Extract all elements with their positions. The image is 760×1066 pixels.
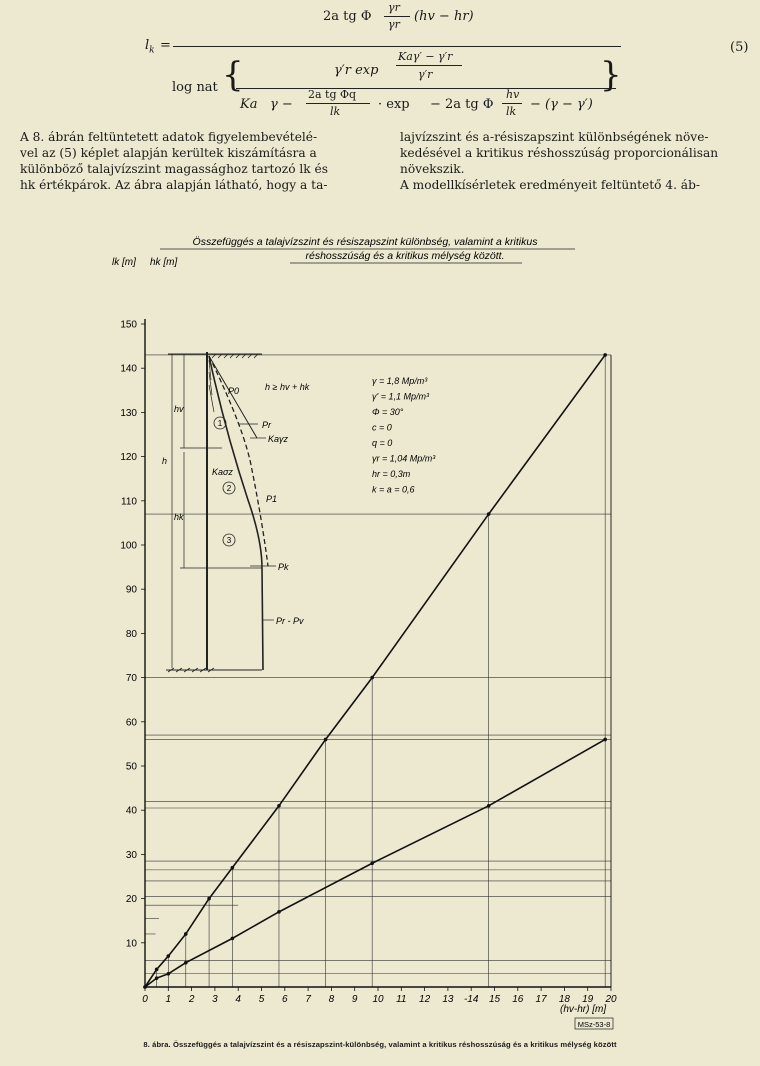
inset-parameters bbox=[372, 376, 436, 495]
inner-bottom-frac-bottom: lk bbox=[330, 105, 341, 118]
y-tick-label: 30 bbox=[125, 849, 137, 861]
x-tick-label: 0 bbox=[142, 994, 148, 1005]
x-tick-label: 17 bbox=[535, 994, 547, 1005]
series-line-1 bbox=[145, 739, 605, 987]
inset-kayz-line bbox=[209, 356, 257, 438]
series-point bbox=[603, 738, 607, 742]
y-tick-label: 70 bbox=[125, 673, 137, 685]
data-series bbox=[143, 353, 607, 989]
inset-parameter: γr = 1,04 Mp/m³ bbox=[372, 453, 436, 464]
y-tick-label: 100 bbox=[120, 540, 137, 552]
y-tick-label: 10 bbox=[125, 938, 137, 950]
text-line: hk értékpárok. Az ábra alapján látható, hogy a ta- bbox=[20, 178, 328, 192]
inset-label-h: h bbox=[162, 456, 168, 466]
inset-circle-label-3: 3 bbox=[226, 536, 232, 545]
inset-label-kayz: Kaγz bbox=[268, 434, 289, 444]
inset-parameter: c = 0 bbox=[372, 422, 392, 433]
x-tick-label: 16 bbox=[512, 994, 524, 1005]
series-point bbox=[487, 512, 491, 516]
inset-ground-hatch bbox=[212, 354, 258, 358]
inner-bottom-frac-top: 2a tg Φq bbox=[308, 88, 357, 101]
series-point bbox=[155, 976, 159, 980]
series-point bbox=[603, 353, 607, 357]
x-tick-label: 13 bbox=[442, 994, 454, 1005]
series-point bbox=[167, 954, 171, 958]
series-point bbox=[370, 861, 374, 865]
inset-parameter: γ' = 1,1 Mp/m³ bbox=[372, 391, 429, 402]
text-line: vel az (5) képlet alapján kerültek kiszámításra a bbox=[20, 146, 317, 160]
x-tick-label: 10 bbox=[372, 994, 384, 1005]
x-tick-label: 7 bbox=[305, 994, 311, 1005]
series-point bbox=[231, 866, 235, 870]
x-tick-label: 12 bbox=[419, 994, 431, 1005]
y-tick-label: 130 bbox=[120, 407, 137, 419]
x-tick-label: 18 bbox=[558, 994, 570, 1005]
numerator-tail: (hv − hr) bbox=[414, 9, 474, 24]
x-tick-label: 8 bbox=[328, 994, 335, 1005]
inset-label-hv: hv bbox=[174, 404, 184, 414]
text-line: különböző talajvízszint magassághoz tartozó lk és bbox=[20, 162, 329, 176]
y-tick-label: 120 bbox=[120, 452, 137, 464]
series-point bbox=[143, 985, 147, 989]
y-axis-label-lk: lk [m] bbox=[112, 257, 136, 268]
series-point bbox=[231, 937, 235, 941]
x-axis-label: (hv-hr) [m] bbox=[560, 1004, 607, 1015]
series-point bbox=[184, 961, 188, 965]
inner-bottom-exp: · exp bbox=[378, 97, 410, 112]
left-brace: { bbox=[222, 55, 244, 95]
inner-bottom-tg: − 2a tg Φ bbox=[430, 97, 494, 112]
series-line-0 bbox=[145, 355, 605, 987]
inner-top-frac-bottom: γ′r bbox=[418, 68, 433, 81]
inner-bottom-frac2-bottom: lk bbox=[506, 105, 517, 118]
x-tick-label: 20 bbox=[605, 994, 617, 1005]
stamp bbox=[575, 1018, 613, 1029]
inset-parameter: k = a = 0,6 bbox=[372, 484, 415, 495]
x-tick-label: 6 bbox=[282, 994, 288, 1005]
text-line: kedésével a kritikus réshosszúság proporcionálisan bbox=[400, 146, 719, 160]
text-line: lajvízszint és a-résiszapszint különbségének növe- bbox=[400, 130, 709, 144]
series-point bbox=[184, 932, 188, 936]
stamp-text: MSz-53-8 bbox=[577, 1020, 611, 1029]
inset-h-formula: h ≥ hv + hk bbox=[265, 382, 310, 392]
y-tick-label: 50 bbox=[125, 761, 137, 773]
inset-label-hk: hk bbox=[174, 512, 184, 522]
inset-parameter: hr = 0,3m bbox=[372, 469, 411, 479]
equation-number: (5) bbox=[730, 40, 749, 55]
x-tick-label: 3 bbox=[212, 994, 218, 1005]
y-tick-label: 90 bbox=[125, 584, 137, 596]
numerator-frac-top: γr bbox=[388, 1, 400, 14]
inner-bottom-ka: Ka bbox=[240, 97, 258, 112]
inner-bottom-tail: − (γ − γ′) bbox=[530, 97, 593, 112]
x-tick-label: 9 bbox=[351, 994, 358, 1005]
x-tick-label: 19 bbox=[582, 994, 594, 1005]
series-point bbox=[487, 804, 491, 808]
inset-parameter: γ = 1,8 Mp/m³ bbox=[372, 376, 428, 386]
inset-circle-label-2: 2 bbox=[226, 484, 232, 493]
figure-caption: 8. ábra. Összefüggés a talajvízszint és a résiszapszint-különbség, valamint a kritikus réshosszúság és a kritikus mélység között bbox=[143, 1040, 617, 1049]
numerator-text: 2a tg Φ bbox=[323, 9, 372, 24]
series-point bbox=[277, 804, 281, 808]
inner-bottom-frac2-top: hv bbox=[506, 88, 520, 101]
y-tick-label: 40 bbox=[125, 805, 137, 817]
y-tick-label: 80 bbox=[125, 628, 137, 640]
inset-label-kasz: Kaσz bbox=[212, 467, 233, 477]
x-tick-label: 1 bbox=[165, 994, 172, 1005]
text-line: A 8. ábrán feltüntetett adatok figyelembevételé- bbox=[20, 130, 318, 144]
x-tick-label: -14 bbox=[463, 994, 479, 1005]
series-point bbox=[167, 972, 171, 976]
y-tick-label: 20 bbox=[125, 894, 137, 906]
numerator-frac-bottom: γr bbox=[388, 18, 400, 31]
y-tick-label: 150 bbox=[120, 319, 137, 331]
formula-lhs: $l_k$ bbox=[145, 38, 155, 56]
x-tick-label: 11 bbox=[396, 994, 407, 1005]
tick-labels bbox=[120, 320, 617, 1006]
inset-circle-label-1: 1 bbox=[217, 419, 223, 428]
inner-top-left: γ′r exp bbox=[334, 63, 379, 78]
inset-parameter: q = 0 bbox=[372, 438, 393, 448]
inset-label-pr: Pr bbox=[262, 420, 271, 430]
right-brace: } bbox=[600, 55, 622, 95]
x-tick-label: 5 bbox=[258, 994, 265, 1005]
inset-label-p0: P0 bbox=[228, 386, 240, 396]
inset-diagram bbox=[162, 352, 436, 672]
chart-title-line2: réshosszúság és a kritikus mélység között. bbox=[305, 250, 505, 262]
text-line: A modellkísérletek eredményeit feltüntető 4. áb- bbox=[400, 178, 700, 192]
y-tick-label: 110 bbox=[121, 496, 137, 508]
x-tick-label: 15 bbox=[488, 994, 501, 1005]
inset-parameter: Φ = 30° bbox=[372, 407, 404, 417]
inner-bottom-gamma: γ − bbox=[270, 97, 293, 112]
inset-label-pr-pv: Pr - Pv bbox=[276, 616, 304, 626]
chart-title-line1: Összefüggés a talajvízszint és résiszapszint különbség, valamint a kritikus bbox=[192, 236, 538, 248]
series-point bbox=[324, 738, 328, 742]
series-point bbox=[370, 676, 374, 680]
inset-label-p1: P1 bbox=[266, 494, 278, 504]
series-point bbox=[155, 968, 159, 972]
text-line: növekszik. bbox=[400, 162, 465, 176]
inset-label-pk: Pk bbox=[278, 562, 289, 572]
x-tick-label: 4 bbox=[235, 994, 241, 1005]
y-tick-label: 140 bbox=[120, 363, 137, 375]
series-point bbox=[277, 910, 281, 914]
formula-equals: = bbox=[160, 38, 171, 53]
y-axis-label-hk: hk [m] bbox=[150, 257, 178, 268]
inner-top-frac-top: Kaγ′ − γ′r bbox=[398, 50, 453, 63]
x-tick-label: 2 bbox=[188, 994, 195, 1005]
log-nat-label: log nat bbox=[172, 80, 218, 95]
y-tick-label: 60 bbox=[125, 717, 137, 729]
series-point bbox=[207, 897, 211, 901]
